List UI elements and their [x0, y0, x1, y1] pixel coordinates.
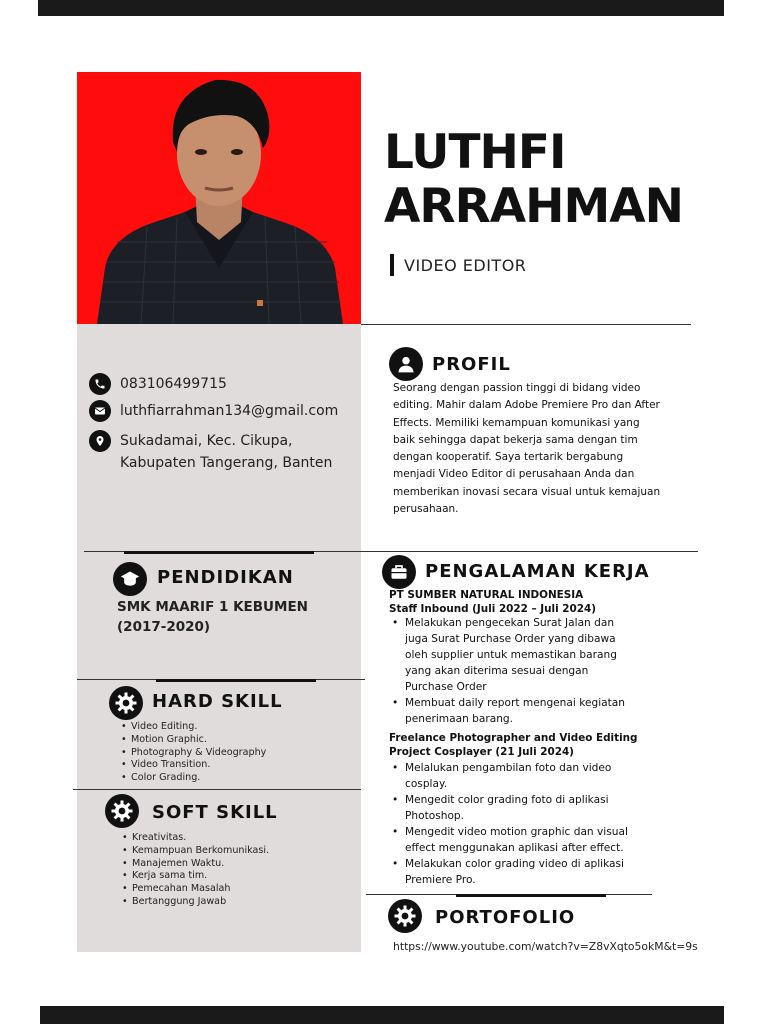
- soft-skill-title: SOFT SKILL: [152, 802, 278, 823]
- job-1-company: PT SUMBER NATURAL INDONESIA: [389, 589, 584, 601]
- phone-number: 083106499715: [120, 376, 227, 392]
- list-item: • Membuat daily report mengenai kegiatan penerimaan barang.: [405, 695, 635, 727]
- job-1-header: [389, 589, 659, 616]
- list-item: • Video Transition.: [131, 759, 266, 772]
- job-2-duties: [405, 760, 635, 888]
- graduation-cap-icon: [113, 562, 147, 596]
- address-text: [120, 430, 332, 474]
- role-accent-bar: [390, 254, 394, 276]
- hard-skill-title: HARD SKILL: [152, 691, 283, 712]
- list-item: • Mengedit video motion graphic dan visual effect menggunakan aplikasi after effect.: [405, 824, 635, 856]
- profile-title: PROFIL: [432, 354, 511, 375]
- list-item: • Kemampuan Berkomunikasi.: [132, 845, 269, 858]
- gear-icon: [388, 899, 422, 933]
- list-item: • Video Editing.: [131, 721, 266, 734]
- candidate-name: [384, 126, 683, 234]
- list-item: • Melakukan pengecekan Surat Jalan dan juga Surat Purchase Order yang dibawa oleh supplier untuk memastikan barang yang akan diterima sesuai dengan Purchase Order: [405, 615, 635, 695]
- address-line-2: Kabupaten Tangerang, Banten: [120, 455, 333, 471]
- contact-email: [89, 400, 338, 422]
- school-years: (2017-2020): [117, 619, 211, 635]
- profile-text: Seorang dengan passion tinggi di bidang video editing. Mahir dalam Adobe Premiere Pro dan After Effects. Memiliki kemampuan komunikasi yang baik sehingga dapat bekerja sama dengan tim dengan kooperatif. Saya tertarik bergabung menjadi Video Editor di perusahaan Anda dan memberikan inovasi secara visual untuk kemajuan perusahaan.: [393, 382, 661, 516]
- bottom-bar: [40, 1006, 724, 1024]
- list-item: • Kerja sama tim.: [132, 870, 269, 883]
- job-role: VIDEO EDITOR: [404, 256, 527, 275]
- divider-accent-left: [124, 551, 314, 554]
- portfolio-link[interactable]: https://www.youtube.com/watch?v=Z8vXqto5okM&t=9s: [393, 940, 698, 953]
- phone-icon: [89, 373, 111, 395]
- divider-accent-portfolio: [456, 894, 606, 897]
- list-item: • Manajemen Waktu.: [132, 858, 269, 871]
- hard-skill-list: [131, 721, 266, 785]
- soft-skill-list: [132, 832, 269, 909]
- contact-phone: [89, 373, 227, 395]
- gear-icon: [105, 794, 139, 828]
- school-name: SMK MAARIF 1 KEBUMEN: [117, 599, 308, 615]
- list-item: • Color Grading.: [131, 772, 266, 785]
- location-pin-icon: [89, 430, 111, 452]
- divider-accent-hard-skill: [156, 679, 316, 682]
- list-item: • Mengedit color grading foto di aplikasi Photoshop.: [405, 792, 635, 824]
- address-line-1: Sukadamai, Kec. Cikupa,: [120, 433, 293, 449]
- list-item: • Melalukan pengambilan foto dan video cosplay.: [405, 760, 635, 792]
- last-name: ARRAHMAN: [384, 179, 683, 234]
- job-2-position: Project Cosplayer (21 Juli 2024): [389, 745, 574, 758]
- list-item: • Photography & Videography: [131, 747, 266, 760]
- first-name: LUTHFI: [384, 125, 566, 180]
- gear-icon: [109, 686, 143, 720]
- job-2-header: [389, 732, 659, 759]
- education-title: PENDIDIKAN: [157, 567, 294, 588]
- list-item: • Pemecahan Masalah: [132, 883, 269, 896]
- divider-soft-skill: [73, 789, 361, 790]
- portfolio-title: PORTOFOLIO: [435, 907, 576, 928]
- person-icon: [389, 347, 423, 381]
- top-bar: [38, 0, 724, 16]
- list-item: • Motion Graphic.: [131, 734, 266, 747]
- job-1-position: Staff Inbound (Juli 2022 – Juli 2024): [389, 602, 596, 615]
- list-item: • Melakukan color grading video di aplikasi Premiere Pro.: [405, 856, 635, 888]
- divider-header: [361, 324, 691, 325]
- email-address: luthfiarrahman134@gmail.com: [120, 403, 339, 419]
- education-detail: [117, 597, 357, 637]
- profile-photo: [77, 72, 361, 324]
- briefcase-icon: [382, 555, 416, 589]
- experience-title: PENGALAMAN KERJA: [425, 561, 650, 582]
- contact-address: [89, 430, 332, 474]
- list-item: • Bertanggung Jawab: [132, 896, 269, 909]
- list-item: • Kreativitas.: [132, 832, 269, 845]
- job-1-duties: [405, 615, 635, 727]
- mail-icon: [89, 400, 111, 422]
- job-2-company: Freelance Photographer and Video Editing: [389, 732, 638, 744]
